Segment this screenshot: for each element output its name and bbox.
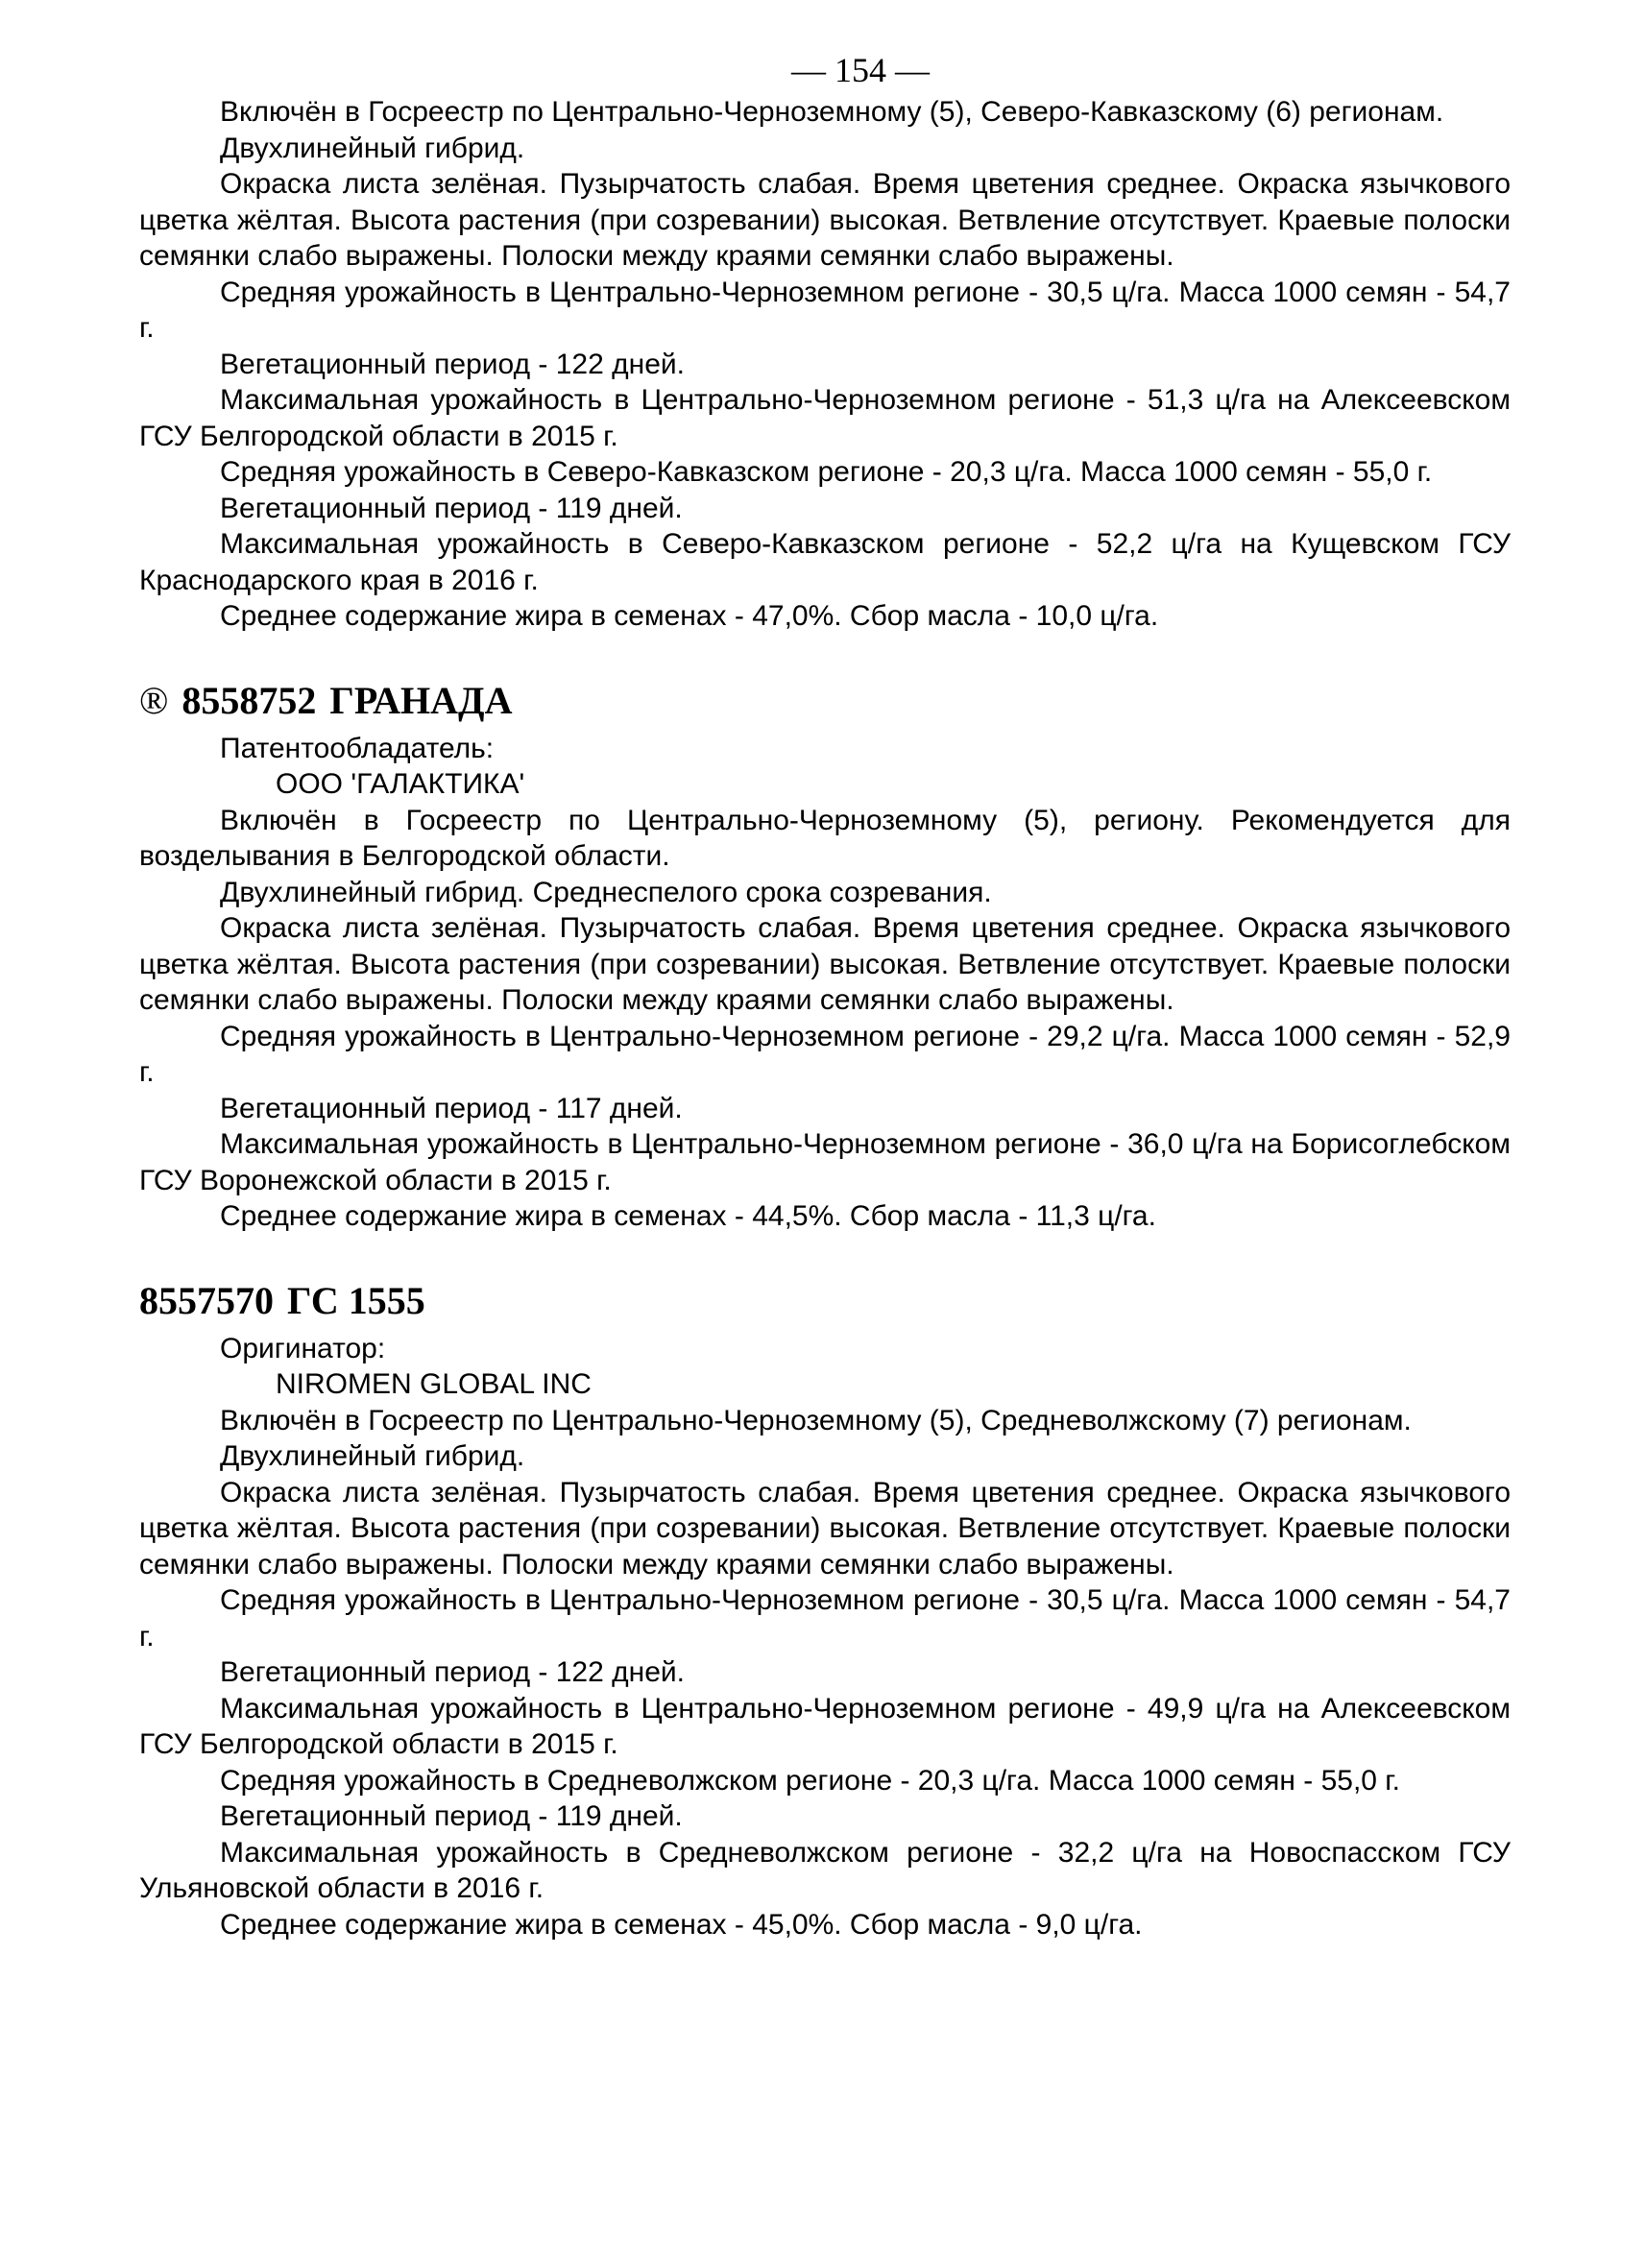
paragraph: Окраска листа зелёная. Пузырчатость слабая. Время цветения среднее. Окраска язычкового цветка жёлтая. Высота растения (при созревании) высокая. Ветвление отсутствует. Краевые полоски семянки слабо выражены. Полоски между краями семянки слабо выражены. [139,912,1511,1016]
page-number: — 154 — [791,51,930,89]
paragraph: Максимальная урожайность в Центрально-Черноземном регионе - 36,0 ц/га на Борисоглебском ГСУ Воронежской области в 2015 г. [139,1128,1511,1196]
paragraph: Средняя урожайность в Северо-Кавказском регионе - 20,3 ц/га. Масса 1000 семян - 55,0 г. [220,456,1433,488]
paragraph: Максимальная урожайность в Северо-Кавказском регионе - 52,2 ц/га на Кущевском ГСУ Краснодарского края в 2016 г. [139,528,1511,596]
holder-label: Патентообладатель: [220,732,495,764]
paragraph: Вегетационный период - 122 дней. [220,348,685,380]
holder-name: NIROMEN GLOBAL INC [276,1368,592,1400]
paragraph: Средняя урожайность в Средневолжском регионе - 20,3 ц/га. Масса 1000 семян - 55,0 г. [220,1764,1400,1797]
registered-mark: ® [139,678,169,722]
paragraph: Вегетационный период - 119 дней. [220,492,683,524]
paragraph: Средняя урожайность в Центрально-Черноземном регионе - 30,5 ц/га. Масса 1000 семян - 54,7 г. [139,276,1511,344]
paragraph: Вегетационный период - 122 дней. [220,1656,685,1688]
paragraph: Среднее содержание жира в семенах - 47,0%. Сбор масла - 10,0 ц/га. [220,600,1159,632]
paragraph: Окраска листа зелёная. Пузырчатость слабая. Время цветения среднее. Окраска язычкового цветка жёлтая. Высота растения (при созревании) высокая. Ветвление отсутствует. Краевые полоски семянки слабо выражены. Полоски между краями семянки слабо выражены. [139,1476,1511,1580]
paragraph: Включён в Госреестр по Центрально-Черноземному (5), Средневолжскому (7) регионам. [220,1404,1412,1436]
paragraph: Средняя урожайность в Центрально-Черноземном регионе - 30,5 ц/га. Масса 1000 семян - 54,7 г. [139,1584,1511,1653]
paragraph: Окраска листа зелёная. Пузырчатость слабая. Время цветения среднее. Окраска язычкового цветка жёлтая. Высота растения (при созревании) высокая. Ветвление отсутствует. Краевые полоски семянки слабо выражены. Полоски между краями семянки слабо выражены. [139,168,1511,272]
paragraph: Среднее содержание жира в семенах - 44,5%. Сбор масла - 11,3 ц/га. [220,1200,1156,1232]
paragraph: Двухлинейный гибрид. [220,1440,525,1472]
paragraph: Двухлинейный гибрид. Среднеспелого срока созревания. [220,876,992,908]
paragraph: Максимальная урожайность в Центрально-Черноземном регионе - 49,9 ц/га на Алексеевском ГСУ Белгородской области в 2015 г. [139,1692,1511,1760]
document-page [139,46,1511,1942]
holder-name: ООО 'ГАЛАКТИКА' [276,768,525,800]
variety-number: 8558752 [181,678,317,722]
paragraph: Средняя урожайность в Центрально-Черноземном регионе - 29,2 ц/га. Масса 1000 семян - 52,9 г. [139,1020,1511,1088]
paragraph: Включён в Госреестр по Центрально-Черноземному (5), Северо-Кавказскому (6) регионам. [220,96,1444,128]
holder-label: Оригинатор: [220,1332,386,1364]
paragraph: Включён в Госреестр по Центрально-Черноземному (5), региону. Рекомендуется для возделывания в Белгородской области. [139,804,1511,872]
paragraph: Двухлинейный гибрид. [220,132,525,164]
variety-entry-gs1555 [139,1277,1511,1943]
paragraph: Максимальная урожайность в Средневолжском регионе - 32,2 ц/га на Новоспасском ГСУ Ульяновской области в 2016 г. [139,1836,1511,1904]
variety-number: 8557570 [139,1278,274,1322]
variety-name: ГС 1555 [287,1278,425,1322]
variety-heading [139,677,1511,725]
paragraph: Максимальная урожайность в Центрально-Черноземном регионе - 51,3 ц/га на Алексеевском ГСУ Белгородской области в 2015 г. [139,384,1511,452]
paragraph: Вегетационный период - 117 дней. [220,1092,683,1124]
paragraph: Вегетационный период - 119 дней. [220,1800,683,1832]
variety-entry-granada [139,677,1511,1235]
variety-name: ГРАНАДА [329,678,513,722]
paragraph: Среднее содержание жира в семенах - 45,0%. Сбор масла - 9,0 ц/га. [220,1908,1143,1941]
variety-entry-continued [139,94,1511,635]
variety-heading [139,1277,1511,1325]
